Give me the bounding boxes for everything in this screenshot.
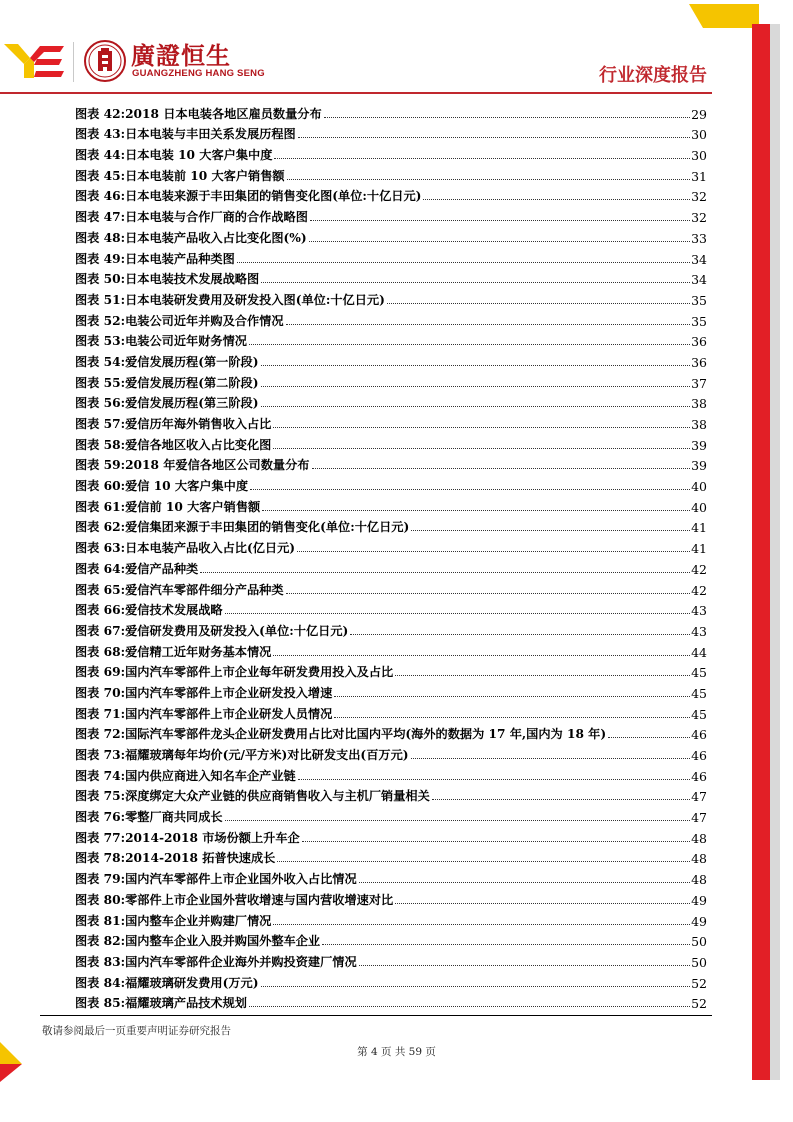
toc-entry-label: 图表 72: [75,727,126,742]
toc-entry-title: 日本电装技术发展战略图 [125,272,260,287]
toc-entry-label: 图表 81: [75,913,126,928]
toc-entry-page: 45 [691,685,707,701]
toc-entry-page: 48 [691,851,707,867]
toc-entry-page: 49 [691,892,707,908]
toc-entry-label: 图表 45: [75,168,126,183]
toc-leader-dots [261,365,691,366]
toc-entry-label: 图表 77: [75,830,126,845]
toc-entry[interactable] [75,142,707,163]
toc-entry-title: 福耀玻璃研发费用(万元) [125,975,259,990]
toc-entry-label: 图表 78: [75,851,126,866]
toc-entry-title: 日本电装产品种类图 [125,251,235,266]
toc-entry-title: 日本电装研发费用及研发投入图(单位:十亿日元) [125,292,385,307]
toc-leader-dots [334,717,690,718]
toc-entry-label: 图表 83: [75,954,126,969]
toc-entry[interactable] [75,515,707,536]
toc-entry-title: 日本电装产品收入占比变化图(%) [125,230,307,245]
toc-leader-dots [359,882,690,883]
toc-entry-page: 45 [691,706,707,722]
toc-entry-label: 图表 82: [75,934,126,949]
toc-entry-title: 爱信产品种类 [125,561,199,576]
toc-entry-page: 45 [691,665,707,681]
toc-entry-label: 图表 79: [75,872,126,887]
toc-entry[interactable] [75,267,707,288]
toc-entry-title: 电装公司近年并购及合作情况 [125,313,284,328]
toc-entry-title: 日本电装来源于丰田集团的销售变化图(单位:十亿日元) [125,189,422,204]
toc-leader-dots [261,282,690,283]
toc-entry-page: 31 [691,168,707,184]
toc-leader-dots [298,137,690,138]
toc-leader-dots [273,427,690,428]
toc-leader-dots [273,655,690,656]
toc-entry-title: 爱信前 10 大客户销售额 [125,499,261,514]
toc-entry-label: 图表 71: [75,706,126,721]
toc-entry-page: 34 [691,272,707,288]
toc-leader-dots [287,179,691,180]
toc-entry-page: 35 [691,292,707,308]
toc-entry-page: 48 [691,830,707,846]
toc-entry-page: 43 [691,603,707,619]
toc-entry-page: 36 [691,334,707,350]
toc-entry-title: 国内汽车零部件上市企业研发人员情况 [125,706,333,721]
toc-entry-page: 30 [691,148,707,164]
toc-leader-dots [249,344,690,345]
brand-name-cn: 廣證恒生 [131,42,231,70]
toc-entry-label: 图表 67: [75,623,126,638]
toc-entry-page: 48 [691,872,707,888]
footer-rule [40,1015,712,1016]
ye-logo-icon [4,40,68,80]
toc-entry-title: 国内汽车零部件上市企业每年研发费用投入及占比 [125,665,394,680]
toc-entry-title: 福耀玻璃每年均价(元/平方米)对比研发支出(百万元) [125,748,409,762]
toc-entry[interactable] [75,494,707,515]
toc-entry-page: 36 [691,354,707,370]
toc-entry[interactable] [75,473,707,494]
toc-entry-title: 深度绑定大众产业链的供应商销售收入与主机厂销量相关 [125,789,430,804]
toc-entry-page: 50 [691,954,707,970]
toc-entry-page: 52 [691,975,707,991]
toc-entry-title: 国内汽车零部件上市企业研发投入增速 [125,685,333,700]
toc-entry-title: 福耀玻璃产品技术规划 [125,996,247,1011]
toc-entry-label: 图表 54: [75,354,126,369]
toc-leader-dots [310,220,690,221]
toc-entry-page: 32 [691,189,707,205]
toc-entry-page: 29 [691,106,707,122]
toc-entry-label: 图表 62: [75,520,126,535]
toc-entry-page: 42 [691,582,707,598]
toc-entry-page: 46 [691,748,707,763]
toc-entry-title: 日本电装与合作厂商的合作战略图 [125,210,308,225]
toc-entry-label: 图表 76: [75,810,126,825]
toc-leader-dots [302,841,690,842]
toc-leader-dots [249,1006,690,1007]
toc-entry-label: 图表 57: [75,417,126,431]
toc-entry[interactable] [75,370,707,391]
toc-leader-dots [286,324,691,325]
toc-leader-dots [309,241,690,242]
toc-entry-label: 图表 48: [75,230,126,245]
toc-leader-dots [608,737,690,738]
toc-entry-page: 42 [691,561,707,577]
toc-entry-label: 图表 44: [75,148,126,163]
toc-entry[interactable] [75,639,707,660]
toc-entry[interactable] [75,701,707,722]
toc-entry-page: 49 [691,913,707,929]
toc-entry-label: 图表 53: [75,334,126,349]
toc-entry[interactable] [75,391,707,412]
toc-entry-label: 图表 42: [75,106,126,121]
toc-entry[interactable] [75,846,707,867]
toc-entry[interactable] [75,163,707,184]
toc-entry-title: 爱信技术发展战略 [125,603,223,618]
toc-leader-dots [261,986,691,987]
toc-entry-label: 图表 63: [75,541,126,556]
toc-entry-title: 爱信集团来源于丰田集团的销售变化(单位:十亿日元) [125,520,410,535]
toc-entry-label: 图表 60: [75,479,126,494]
toc-entry-page: 40 [691,479,707,495]
toc-entry-page: 38 [691,396,707,412]
toc-entry[interactable] [75,866,707,887]
toc-entry-title: 2018 日本电装各地区雇员数量分布 [125,106,322,121]
toc-leader-dots [261,406,691,407]
toc-entry-title: 爱信精工近年财务基本情况 [125,644,272,659]
toc-leader-dots [324,117,690,118]
toc-leader-dots [395,903,690,904]
toc-leader-dots [225,613,691,614]
toc-entry-title: 国内汽车零部件企业海外并购投资建厂情况 [125,954,357,969]
toc-entry-page: 47 [691,789,707,805]
toc-entry-title: 爱信研发费用及研发投入(单位:十亿日元) [125,623,349,638]
toc-entry[interactable] [75,991,707,1012]
toc-entry[interactable] [75,535,707,556]
toc-entry-label: 图表 56: [75,396,126,411]
toc-entry-label: 图表 69: [75,665,126,680]
toc-entry-label: 图表 64: [75,561,126,576]
figure-index-list [75,101,707,1011]
toc-entry[interactable] [75,287,707,308]
toc-entry-page: 30 [691,127,707,143]
toc-entry[interactable] [75,598,707,619]
toc-entry[interactable] [75,329,707,350]
toc-entry-page: 38 [691,417,707,432]
toc-entry-page: 43 [691,623,707,639]
toc-entry-page: 39 [691,458,707,474]
toc-entry[interactable] [75,680,707,701]
toc-entry[interactable] [75,225,707,246]
toc-entry-title: 爱信汽车零部件细分产品种类 [125,582,284,597]
toc-entry-title: 爱信发展历程(第一阶段) [125,354,259,369]
toc-entry-label: 图表 55: [75,375,126,390]
toc-entry-title: 零整厂商共同成长 [125,810,223,825]
toc-entry-label: 图表 84: [75,975,126,990]
toc-entry[interactable] [75,784,707,805]
toc-entry-title: 国内整车企业并购建厂情况 [125,913,272,928]
toc-leader-dots [350,634,690,635]
toc-entry-page: 34 [691,251,707,267]
page-number: 第 4 页 共 59 页 [357,1046,436,1058]
side-decoration-red [752,24,770,1080]
emblem-icon [84,40,126,82]
toc-entry[interactable] [75,949,707,970]
toc-entry-title: 零部件上市企业国外营收增速与国内营收增速对比 [125,892,394,907]
toc-leader-dots [312,468,691,469]
toc-entry-label: 图表 80: [75,892,126,907]
toc-entry-title: 日本电装 10 大客户集中度 [125,148,273,163]
toc-entry[interactable] [75,432,707,453]
toc-entry-title: 爱信发展历程(第三阶段) [125,396,259,411]
toc-entry-label: 图表 58: [75,437,126,452]
toc-entry-page: 52 [691,996,707,1012]
toc-entry-label: 图表 75: [75,789,126,804]
toc-entry-page: 41 [691,541,707,557]
toc-entry-label: 图表 70: [75,685,126,700]
toc-entry[interactable] [75,122,707,143]
toc-entry-title: 爱信发展历程(第二阶段) [125,375,259,390]
toc-leader-dots [411,758,691,759]
toc-entry-title: 2014-2018 拓普快速成长 [125,851,276,866]
toc-entry-page: 32 [691,210,707,226]
header-rule [0,92,712,94]
toc-entry[interactable] [75,908,707,929]
toc-leader-dots [250,489,690,490]
toc-entry[interactable] [75,660,707,681]
toc-entry-label: 图表 74: [75,768,126,783]
toc-leader-dots [411,530,690,531]
toc-entry-title: 2018 年爱信各地区公司数量分布 [125,458,310,473]
toc-entry[interactable] [75,204,707,225]
toc-entry-title: 日本电装与丰田关系发展历程图 [125,127,296,142]
toc-entry[interactable] [75,929,707,950]
toc-leader-dots [395,675,690,676]
toc-entry-page: 47 [691,810,707,826]
toc-entry-title: 国际汽车零部件龙头企业研发费用占比对比国内平均(海外的数据为 17 年,国内为 18 年) [125,727,607,742]
report-type-title: 行业深度报告 [599,65,707,86]
toc-leader-dots [297,551,690,552]
toc-entry-title: 日本电装前 10 大客户销售额 [125,168,285,183]
toc-entry-label: 图表 59: [75,458,126,473]
toc-entry[interactable] [75,577,707,598]
toc-entry-page: 50 [691,934,707,950]
toc-entry[interactable] [75,453,707,474]
toc-leader-dots [322,944,690,945]
toc-leader-dots [225,820,691,821]
toc-entry-label: 图表 49: [75,251,126,266]
toc-entry-label: 图表 65: [75,582,126,597]
toc-entry-label: 图表 51: [75,292,126,307]
toc-entry[interactable] [75,970,707,991]
toc-entry[interactable] [75,722,707,743]
toc-entry-label: 图表 52: [75,313,126,328]
toc-leader-dots [273,448,690,449]
toc-entry-page: 46 [691,727,707,743]
toc-entry-title: 国内整车企业入股并购国外整车企业 [125,934,321,949]
toc-entry-label: 图表 43: [75,127,126,142]
toc-leader-dots [334,696,690,697]
disclaimer-note: 敬请参阅最后一页重要声明证券研究报告 [42,1025,231,1037]
side-decoration-grey [770,24,780,1080]
toc-entry-label: 图表 46: [75,189,126,204]
brand-name-en: GUANGZHENG HANG SENG [132,68,265,79]
toc-entry-page: 46 [691,768,707,784]
toc-entry-page: 35 [691,313,707,329]
toc-entry[interactable] [75,825,707,846]
toc-entry-page: 37 [691,375,707,391]
toc-entry-title: 爱信历年海外销售收入占比 [125,417,272,431]
toc-entry[interactable] [75,804,707,825]
toc-entry[interactable] [75,618,707,639]
toc-entry[interactable] [75,742,707,763]
toc-entry[interactable] [75,887,707,908]
toc-entry-title: 日本电装产品收入占比(亿日元) [125,541,296,556]
toc-entry-label: 图表 66: [75,603,126,618]
toc-entry[interactable] [75,556,707,577]
toc-entry[interactable] [75,184,707,205]
toc-entry-page: 40 [691,499,707,515]
toc-entry-label: 图表 50: [75,272,126,287]
toc-entry-label: 图表 73: [75,748,126,762]
toc-entry-title: 爱信各地区收入占比变化图 [125,437,272,452]
toc-leader-dots [286,593,691,594]
toc-entry-label: 图表 85: [75,996,126,1011]
toc-entry-title: 2014-2018 市场份额上升车企 [125,830,300,845]
toc-leader-dots [273,924,690,925]
toc-leader-dots [432,799,690,800]
toc-leader-dots [277,861,690,862]
toc-entry[interactable] [75,246,707,267]
toc-entry-label: 图表 47: [75,210,126,225]
toc-entry[interactable] [75,349,707,370]
toc-leader-dots [274,158,690,159]
toc-entry-label: 图表 68: [75,644,126,659]
toc-entry[interactable] [75,763,707,784]
toc-entry[interactable] [75,101,707,122]
toc-leader-dots [261,386,691,387]
logo-separator [73,42,74,82]
toc-entry-page: 33 [691,230,707,246]
toc-leader-dots [298,779,690,780]
toc-entry-page: 39 [691,437,707,453]
toc-entry-title: 电装公司近年财务情况 [125,334,247,349]
toc-entry[interactable] [75,308,707,329]
toc-entry-page: 41 [691,520,707,536]
toc-leader-dots [237,262,690,263]
toc-entry-label: 图表 61: [75,499,126,514]
toc-leader-dots [200,572,690,573]
toc-leader-dots [359,965,690,966]
toc-entry-title: 国内汽车零部件上市企业国外收入占比情况 [125,872,357,887]
toc-leader-dots [262,510,690,511]
toc-entry-title: 国内供应商进入知名车企产业链 [125,768,296,783]
toc-leader-dots [387,303,690,304]
toc-entry-page: 44 [691,644,707,660]
toc-entry[interactable] [75,411,707,432]
toc-leader-dots [423,199,690,200]
toc-entry-title: 爱信 10 大客户集中度 [125,479,249,494]
